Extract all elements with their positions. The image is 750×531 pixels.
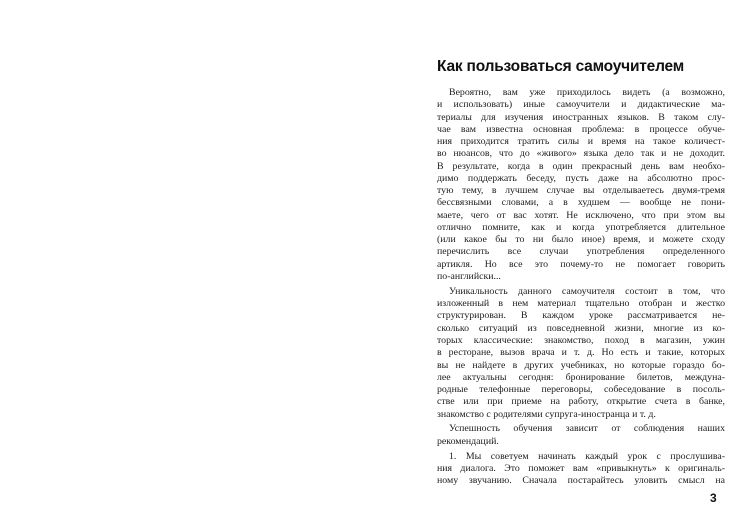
text-line: знакомство с родителями супруга-иностранца и т. д. <box>437 408 656 420</box>
text-line: стве или при приеме на работу, открытие счета в банке, <box>437 396 725 408</box>
text-line: сколько ситуаций из повседневной жизни, многие из ко- <box>437 322 725 334</box>
text-line: бессвязными словами, а в худшем — вообще не пони- <box>437 197 725 209</box>
text-line: перечислить все случаи употребления определенного <box>437 246 725 258</box>
text-line: 1. Мы советуем начинать каждый урок с прослушива- <box>449 450 725 462</box>
text-line: рекомендаций. <box>437 435 499 447</box>
page-title: Как пользоваться самоучителем <box>437 58 685 75</box>
text-line: чае вам известна основная проблема: в процессе обуче- <box>437 123 725 135</box>
page-number: 3 <box>710 491 717 505</box>
text-line: и использовать) иные самоучители и дидактические ма- <box>437 99 725 111</box>
text-line: тую тему, в лучшем случае вы отделываетесь двумя-тремя <box>437 185 725 197</box>
text-line: Уникальность данного самоучителя состоит в том, что <box>449 285 725 297</box>
text-line: Вероятно, вам уже приходилось видеть (а возможно, <box>449 87 725 98</box>
text-line: артикля. Но все это почему-то не помогает говорить <box>437 258 725 270</box>
text-line: структурирован. В каждом уроке рассматривается не- <box>437 310 725 322</box>
paragraph-success <box>437 423 725 448</box>
text-line: Успешность обучения зависит от соблюдения наших <box>449 423 725 435</box>
text-line: лее актуальны сегодня: бронирование билетов, междуна- <box>437 371 725 383</box>
paragraph-intro <box>437 87 725 283</box>
text-line: торых классические: знакомство, поход в магазин, ужин <box>437 334 725 346</box>
paragraph-recommendation-1 <box>437 451 725 488</box>
text-line: ния приходится тратить силы и время на такое количест- <box>437 136 725 148</box>
text-line: маете, чего от вас хотят. Не исключено, что при этом вы <box>437 209 725 221</box>
text-line: изложенный в нем материал тщательно отобран и жестко <box>437 298 725 310</box>
text-line: ния диалога. Это поможет вам «привыкнуть» к оригиналь- <box>437 462 725 474</box>
text-line: В результате, когда в один прекрасный день вам необхо- <box>437 160 725 172</box>
text-line: во нюансов, что до «живого» языка дело так и не доходит. <box>437 148 725 160</box>
text-line: вы не найдете в других учебниках, но которые гораздо бо- <box>437 359 725 371</box>
text-line: в ресторане, вызов врача и т. д. Но есть и такие, которых <box>437 347 725 359</box>
text-line: ному звучанию. Сначала постарайтесь уловить смысл на <box>437 475 725 487</box>
text-line: (или какое бы то ни было иное) время, и можете сходу <box>437 234 725 246</box>
text-line: териалы для изучения иностранных языков. В таком слу- <box>437 111 725 123</box>
paragraph-uniqueness <box>437 286 725 421</box>
text-line: по-английски... <box>437 270 501 282</box>
text-line: отлично помните, как и когда употребляется длительное <box>437 221 725 233</box>
text-line: родные телефонные переговоры, собеседование в посоль- <box>437 384 725 396</box>
text-line: димо поддержать беседу, пусть даже на абсолютно прос- <box>437 172 725 184</box>
